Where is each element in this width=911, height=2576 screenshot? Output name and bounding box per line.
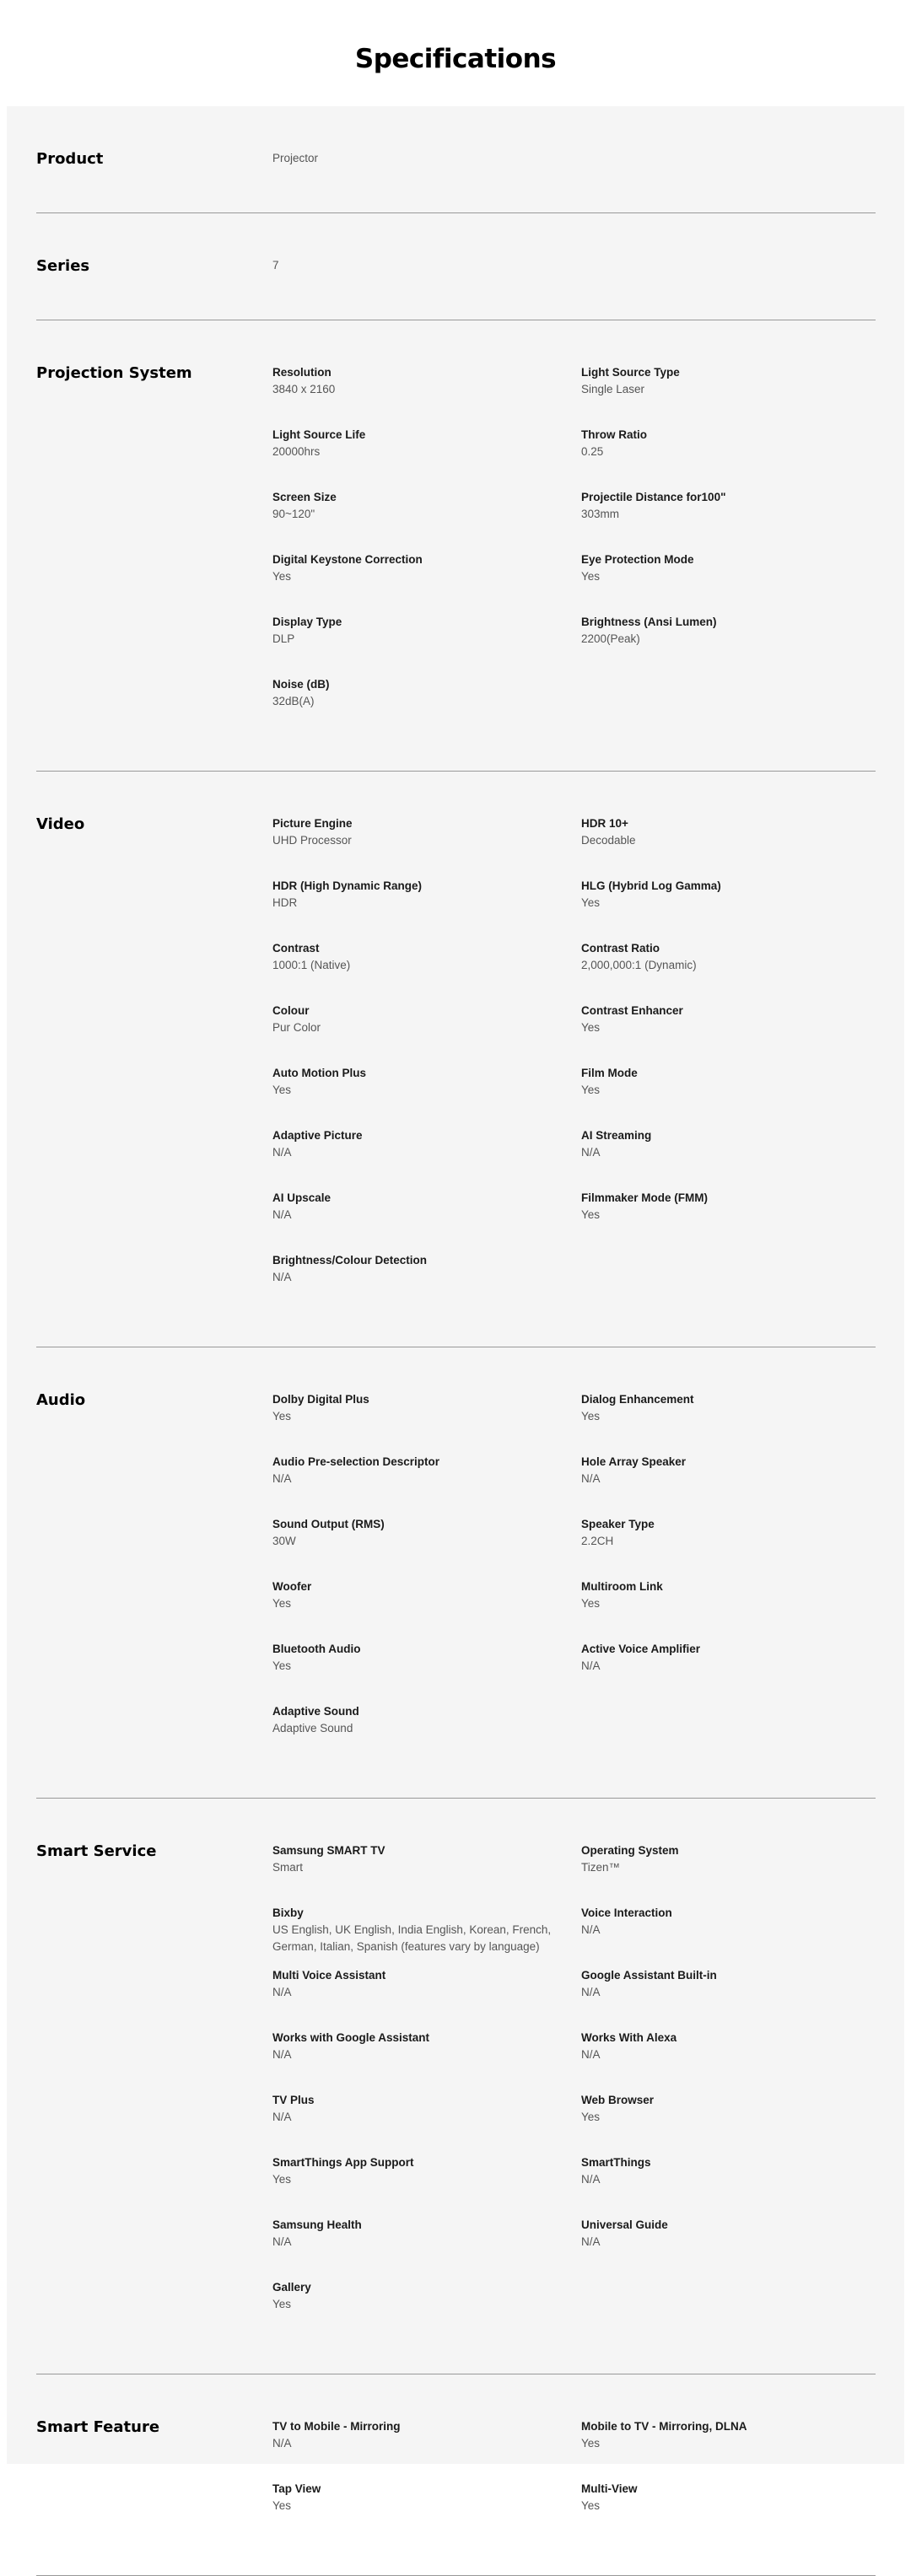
- spec-item: [581, 1127, 876, 1190]
- spec-value: Yes: [272, 1084, 292, 1096]
- spec-item: [581, 2154, 876, 2217]
- spec-label: Hole Array Speaker: [581, 1455, 687, 1468]
- spec-value: Yes: [272, 2298, 292, 2310]
- spec-item: [272, 1127, 581, 1190]
- spec-value: N/A: [272, 1208, 292, 1221]
- spec-value: Yes: [581, 2437, 601, 2450]
- spec-grid: [272, 320, 876, 739]
- spec-label: Works with Google Assistant: [272, 2031, 430, 2044]
- spec-value: Yes: [581, 1208, 601, 1221]
- spec-label: Woofer: [272, 1580, 312, 1593]
- spec-label: Operating System: [581, 1844, 679, 1857]
- spec-label: Adaptive Picture: [272, 1129, 363, 1142]
- spec-label: AI Streaming: [581, 1129, 652, 1142]
- spec-value: Yes: [581, 2111, 601, 2123]
- spec-value: N/A: [581, 1923, 601, 1936]
- spec-label: Universal Guide: [581, 2218, 668, 2231]
- spec-value: Yes: [272, 2173, 292, 2186]
- spec-label: Colour: [272, 1004, 310, 1017]
- spec-section: [36, 2374, 876, 2576]
- spec-value: Yes: [581, 896, 601, 909]
- spec-label: Film Mode: [581, 1067, 638, 1079]
- spec-label: Noise (dB): [272, 678, 330, 691]
- spec-value: N/A: [272, 1986, 292, 1998]
- spec-section: [36, 320, 876, 772]
- spec-value: Adaptive Sound: [272, 1722, 353, 1734]
- spec-label: Light Source Life: [272, 428, 366, 441]
- spec-value: N/A: [272, 2048, 292, 2061]
- spec-item: [581, 2217, 876, 2279]
- spec-value: 2,000,000:1 (Dynamic): [581, 959, 697, 971]
- spec-label: Adaptive Sound: [272, 1705, 359, 1718]
- spec-item: [272, 676, 581, 739]
- spec-value: HDR: [272, 896, 298, 909]
- spec-item: [581, 1190, 876, 1252]
- spec-item: [581, 2481, 876, 2543]
- spec-item: [272, 2418, 581, 2481]
- spec-item: [272, 815, 581, 878]
- spec-value: Yes: [272, 1659, 292, 1672]
- spec-label: Speaker Type: [581, 1518, 655, 1530]
- spec-value: Yes: [272, 1597, 292, 1610]
- spec-label: Google Assistant Built-in: [581, 1969, 717, 1982]
- spec-label: SmartThings App Support: [272, 2156, 414, 2169]
- section-title: Smart Feature: [36, 2418, 160, 2436]
- spec-value: 3840 x 2160: [272, 383, 336, 395]
- spec-item: [272, 1703, 581, 1766]
- spec-item: [272, 1842, 581, 1905]
- spec-value: DLP: [272, 632, 295, 645]
- spec-item: [272, 1391, 581, 1454]
- spec-item: [272, 2217, 581, 2279]
- spec-item: [272, 2092, 581, 2154]
- spec-value: UHD Processor: [272, 834, 352, 847]
- spec-label: Works With Alexa: [581, 2031, 677, 2044]
- spec-label: Dolby Digital Plus: [272, 1393, 369, 1406]
- spec-value: 32dB(A): [272, 695, 315, 707]
- spec-item: [581, 1391, 876, 1454]
- spec-label: Contrast: [272, 942, 320, 955]
- spec-value: Yes: [581, 1597, 601, 1610]
- spec-item: [272, 1967, 581, 2030]
- section-title: Smart Service: [36, 1842, 157, 1860]
- spec-label: Multiroom Link: [581, 1580, 663, 1593]
- spec-label: Audio Pre-selection Descriptor: [272, 1455, 440, 1468]
- spec-item: [272, 1516, 581, 1578]
- spec-item: [581, 551, 876, 614]
- spec-section: [36, 106, 876, 213]
- spec-item: [581, 1065, 876, 1127]
- spec-value: N/A: [272, 1472, 292, 1485]
- spec-label: Tap View: [272, 2482, 321, 2495]
- page-title: Specifications: [354, 44, 557, 74]
- spec-label: HDR 10+: [581, 817, 628, 830]
- spec-item: [581, 878, 876, 940]
- spec-label: Display Type: [272, 616, 342, 628]
- spec-item: [272, 2279, 581, 2342]
- spec-item: [581, 1003, 876, 1065]
- spec-item: [581, 489, 876, 551]
- spec-item: [581, 1967, 876, 2030]
- spec-item: [581, 1516, 876, 1578]
- spec-label: Bixby: [272, 1906, 304, 1919]
- section-value: 7: [272, 259, 279, 272]
- spec-label: Web Browser: [581, 2094, 655, 2106]
- spec-item: [272, 1252, 581, 1315]
- spec-value: 20000hrs: [272, 445, 321, 458]
- spec-item: [581, 427, 876, 489]
- spec-label: Resolution: [272, 366, 332, 379]
- spec-label: Mobile to TV - Mirroring, DLNA: [581, 2420, 747, 2433]
- spec-label: Screen Size: [272, 491, 337, 503]
- spec-value: Yes: [581, 1410, 601, 1422]
- spec-value: Smart: [272, 1861, 304, 1874]
- spec-label: Light Source Type: [581, 366, 680, 379]
- spec-label: Bluetooth Audio: [272, 1643, 361, 1655]
- spec-item: [272, 2154, 581, 2217]
- spec-item: [272, 940, 581, 1003]
- spec-label: TV to Mobile - Mirroring: [272, 2420, 401, 2433]
- spec-item: [581, 1454, 876, 1516]
- spec-item: [581, 815, 876, 878]
- spec-value: 1000:1 (Native): [272, 959, 351, 971]
- spec-value: N/A: [272, 2111, 292, 2123]
- section-title: Series: [36, 257, 90, 275]
- spec-label: Multi Voice Assistant: [272, 1969, 386, 1982]
- spec-value: N/A: [272, 1146, 292, 1159]
- spec-item: [581, 614, 876, 676]
- spec-value: 0.25: [581, 445, 604, 458]
- spec-label: Sound Output (RMS): [272, 1518, 385, 1530]
- section-title: Product: [36, 150, 104, 168]
- spec-value: Yes: [581, 2499, 601, 2512]
- spec-value: Tizen™: [581, 1861, 621, 1874]
- spec-label: Multi-View: [581, 2482, 638, 2495]
- spec-label: Dialog Enhancement: [581, 1393, 694, 1406]
- spec-section: [36, 1799, 876, 2374]
- spec-section: [36, 772, 876, 1347]
- spec-item: [272, 427, 581, 489]
- spec-item: [581, 2092, 876, 2154]
- spec-value: Pur Color: [272, 1021, 321, 1034]
- section-title: Audio: [36, 1391, 86, 1409]
- spec-value: Yes: [272, 2499, 292, 2512]
- spec-label: HLG (Hybrid Log Gamma): [581, 879, 721, 892]
- spec-value: N/A: [272, 2437, 292, 2450]
- spec-value: N/A: [581, 1472, 601, 1485]
- spec-label: Picture Engine: [272, 817, 353, 830]
- spec-value: Yes: [272, 570, 292, 583]
- spec-value: 2.2CH: [581, 1535, 614, 1547]
- spec-grid: [272, 772, 876, 1315]
- spec-item: [272, 1454, 581, 1516]
- spec-item: [581, 940, 876, 1003]
- spec-item: [581, 1578, 876, 1641]
- spec-value: 2200(Peak): [581, 632, 640, 645]
- spec-label: Eye Protection Mode: [581, 553, 694, 566]
- spec-value: 303mm: [581, 508, 620, 520]
- spec-label: Active Voice Amplifier: [581, 1643, 701, 1655]
- spec-label: Auto Motion Plus: [272, 1067, 366, 1079]
- spec-label: Samsung Health: [272, 2218, 362, 2231]
- section-value: Projector: [272, 152, 319, 164]
- spec-item: [272, 2030, 581, 2092]
- spec-section: [36, 213, 876, 320]
- spec-label: Filmmaker Mode (FMM): [581, 1191, 709, 1204]
- spec-label: Brightness/Colour Detection: [272, 1254, 428, 1266]
- spec-label: HDR (High Dynamic Range): [272, 879, 423, 892]
- spec-label: SmartThings: [581, 2156, 651, 2169]
- spec-item: [272, 489, 581, 551]
- spec-item: [272, 2481, 581, 2543]
- spec-label: Contrast Ratio: [581, 942, 660, 955]
- spec-label: Throw Ratio: [581, 428, 647, 441]
- spec-grid: [272, 1799, 876, 2342]
- spec-value: N/A: [272, 1271, 292, 1283]
- spec-item: [581, 364, 876, 427]
- spec-value: Single Laser: [581, 383, 645, 395]
- spec-label: AI Upscale: [272, 1191, 332, 1204]
- spec-grid: [272, 2374, 876, 2543]
- spec-value: US English, UK English, India English, Korean, French, German, Italian, Spanish (features vary by language): [272, 1923, 552, 1953]
- spec-item: [581, 1842, 876, 1905]
- spec-label: Projectile Distance for100": [581, 491, 726, 503]
- spec-value: Yes: [581, 570, 601, 583]
- spec-section: [36, 1347, 876, 1799]
- spec-value: Yes: [272, 1410, 292, 1422]
- spec-item: [272, 614, 581, 676]
- spec-grid: [272, 1347, 876, 1766]
- spec-label: Contrast Enhancer: [581, 1004, 683, 1017]
- spec-item: [581, 1641, 876, 1703]
- spec-item: [272, 1190, 581, 1252]
- spec-value: N/A: [272, 2235, 292, 2248]
- spec-value: N/A: [581, 2048, 601, 2061]
- spec-label: Voice Interaction: [581, 1906, 672, 1919]
- spec-item: [272, 1641, 581, 1703]
- spec-item: [581, 2030, 876, 2092]
- spec-label: Digital Keystone Correction: [272, 553, 423, 566]
- section-title: Video: [36, 815, 85, 833]
- spec-item: [272, 1065, 581, 1127]
- spec-value: N/A: [581, 2173, 601, 2186]
- spec-value: Yes: [581, 1084, 601, 1096]
- spec-item: [272, 551, 581, 614]
- spec-value: Yes: [581, 1021, 601, 1034]
- spec-value: Decodable: [581, 834, 636, 847]
- spec-value: 30W: [272, 1535, 296, 1547]
- spec-item: [272, 1578, 581, 1641]
- spec-item: [272, 1905, 581, 1967]
- spec-item: [272, 1003, 581, 1065]
- spec-label: Gallery: [272, 2281, 311, 2294]
- spec-value: N/A: [581, 1146, 601, 1159]
- spec-value: 90~120": [272, 508, 315, 520]
- spec-label: TV Plus: [272, 2094, 315, 2106]
- spec-label: Brightness (Ansi Lumen): [581, 616, 717, 628]
- specifications-panel: [7, 106, 904, 2512]
- section-title: Projection System: [36, 364, 192, 382]
- spec-item: [581, 2418, 876, 2481]
- spec-item: [272, 364, 581, 427]
- spec-value: N/A: [581, 1986, 601, 1998]
- spec-item: [272, 878, 581, 940]
- spec-item: [581, 1905, 876, 1967]
- spec-label: Samsung SMART TV: [272, 1844, 385, 1857]
- spec-value: N/A: [581, 1659, 601, 1672]
- spec-value: N/A: [581, 2235, 601, 2248]
